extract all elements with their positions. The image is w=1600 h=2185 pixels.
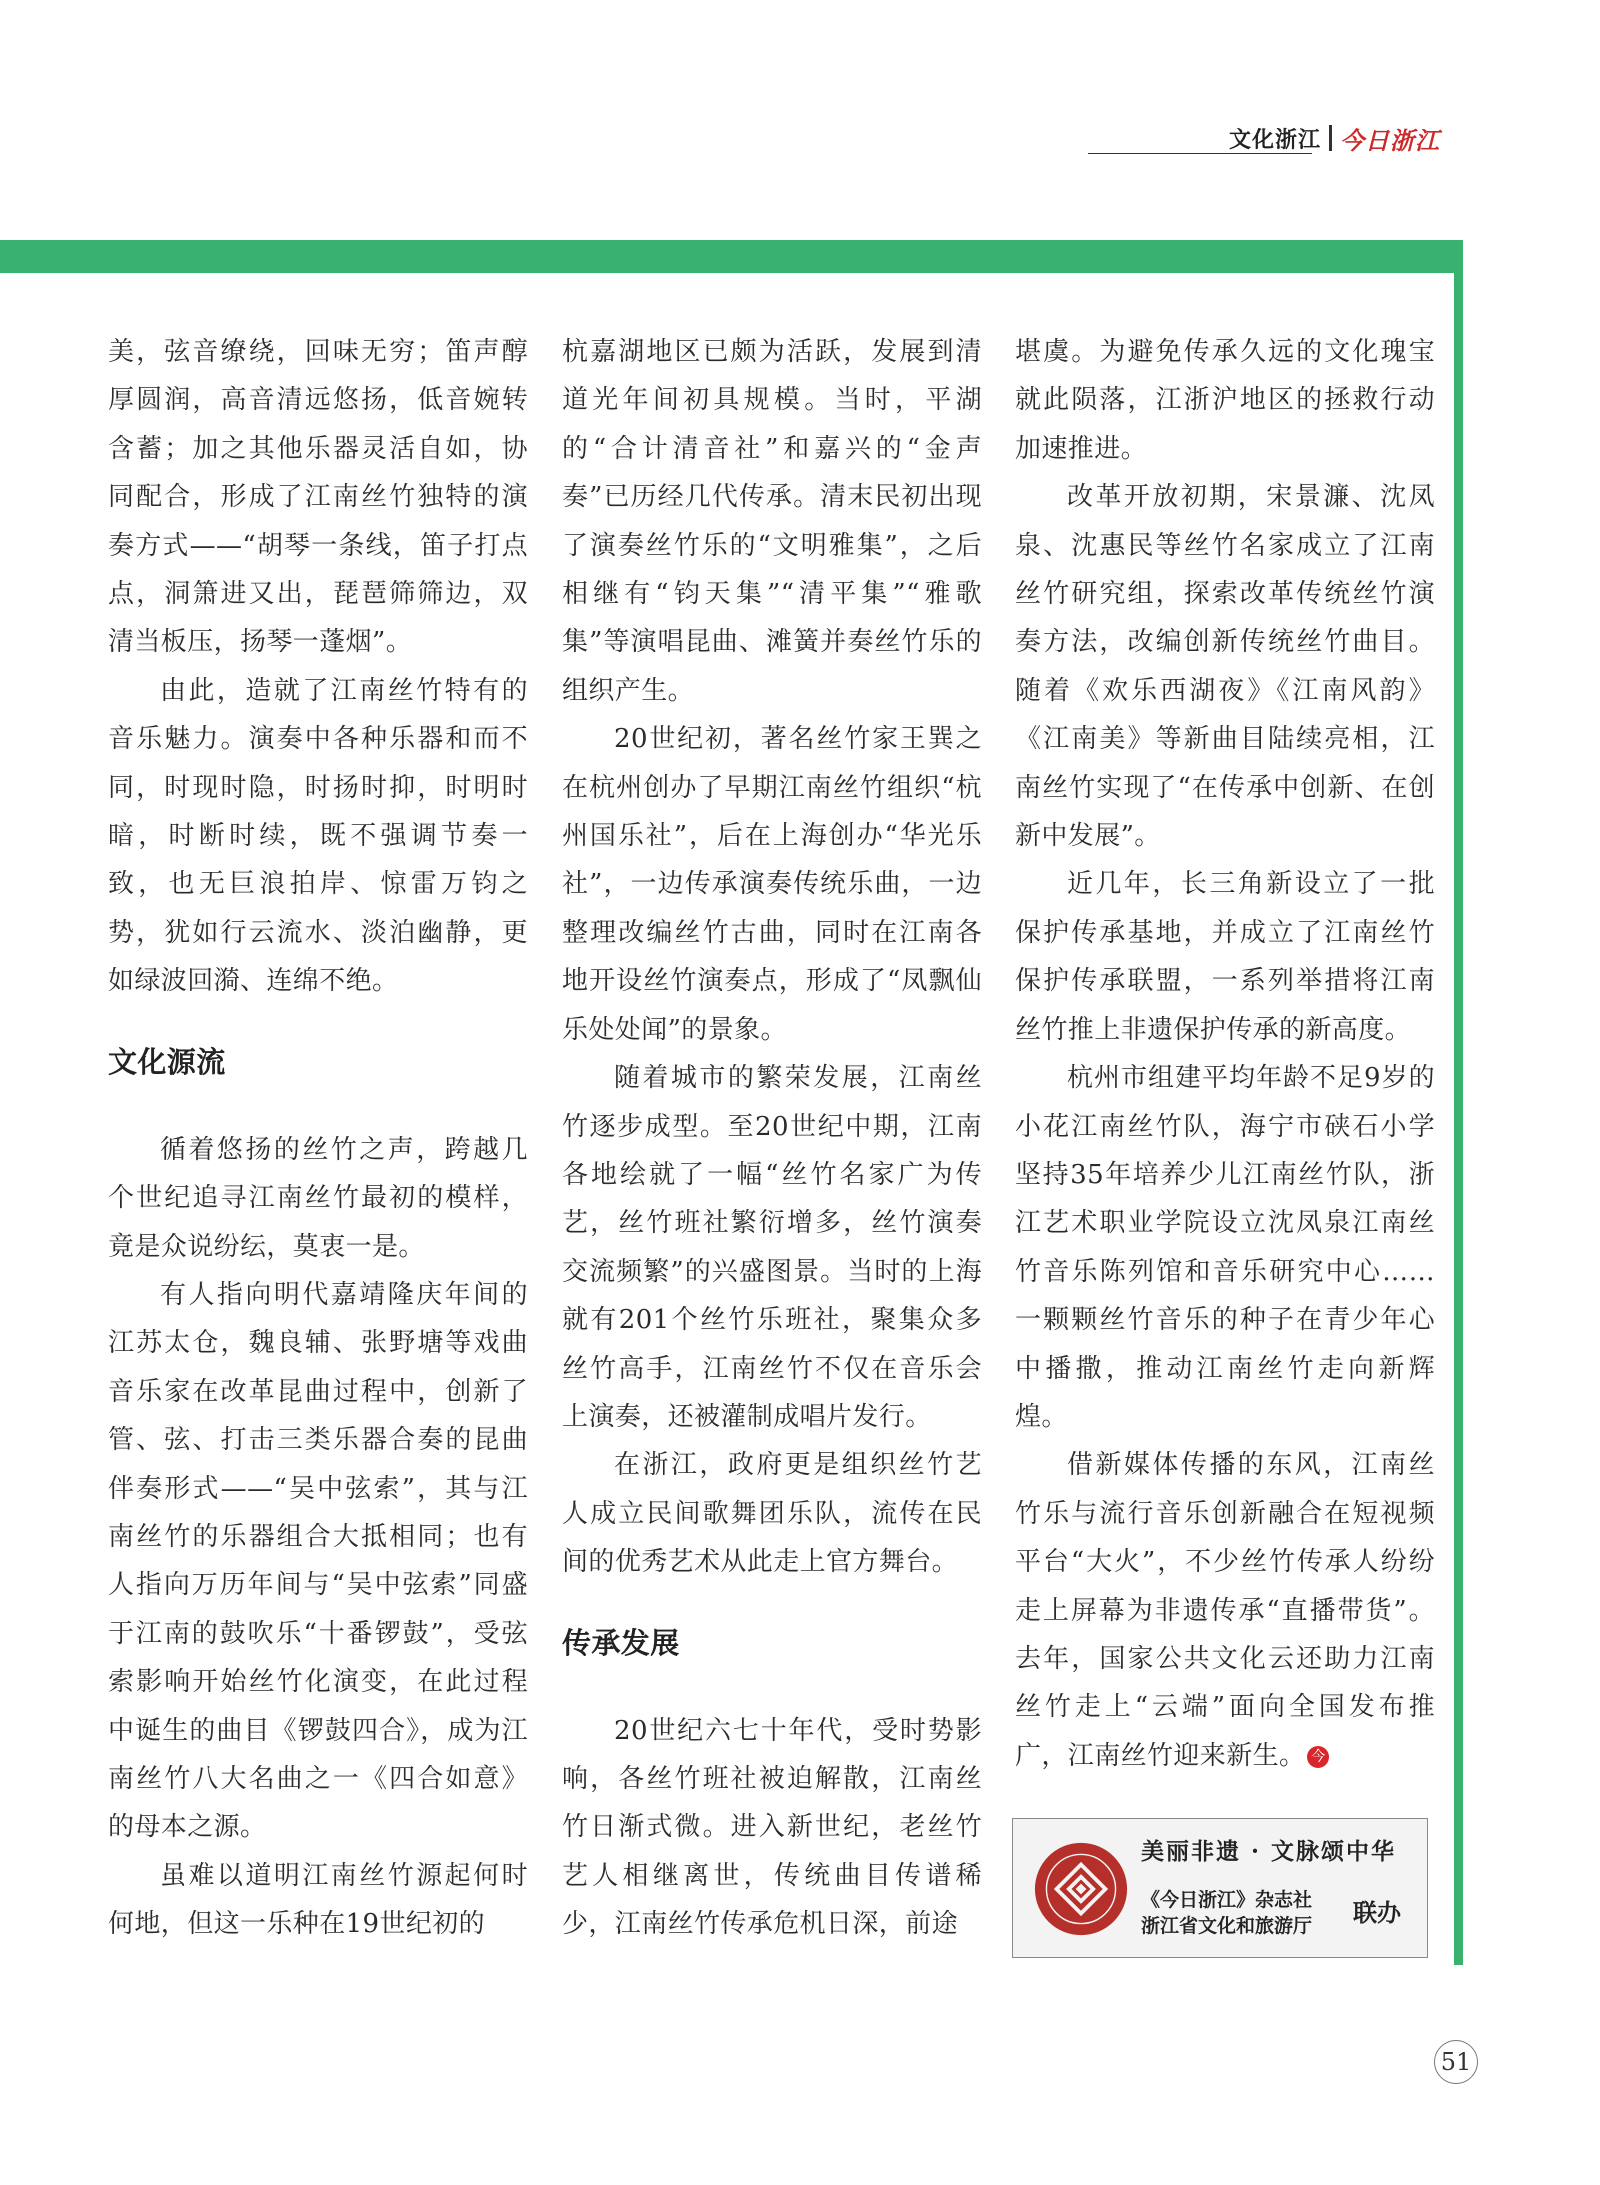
column-1 — [108, 328, 528, 1949]
column-3 — [1015, 328, 1435, 1780]
paragraph: 循着悠扬的丝竹之声，跨越几个世纪追寻江南丝竹最初的模样，竟是众说纷纭，莫衷一是。 — [108, 1134, 528, 1262]
running-header — [1088, 118, 1440, 158]
page-number: 51 — [1434, 2040, 1478, 2084]
green-side-bar — [1454, 240, 1463, 1965]
paragraph: 20世纪初，著名丝竹家王巽之在杭州创办了早期江南丝竹组织“杭州国乐社”，后在上海创办“华光乐社”，一边传承演奏传统乐曲，一边整理改编丝竹古曲，同时在江南各地开设丝竹演奏点，形成了“凤飘仙乐处处闻”的景象。 — [562, 724, 982, 1045]
paragraph: 堪虞。为避免传承久远的文化瑰宝就此陨落，江浙沪地区的拯救行动加速推进。 — [1015, 337, 1435, 464]
paragraph: 由此，造就了江南丝竹特有的音乐魅力。演奏中各种乐器和而不同，时现时隐，时扬时抑，时明时暗，时断时续，既不强调节奏一致，也无巨浪拍岸、惊雷万钧之势，犹如行云流水、淡泊幽静，更如绿波回漪、连绵不绝。 — [108, 675, 528, 997]
header-rule — [1088, 153, 1312, 154]
header-section-title: 文化浙江 — [1228, 127, 1321, 153]
paragraph: 杭州市组建平均年龄不足9岁的小花江南丝竹队，海宁市硖石小学坚持35年培养少儿江南丝竹队，浙江艺术职业学院设立沈凤泉江南丝竹音乐陈列馆和音乐研究中心……一颗颗丝竹音乐的种子在青少年心中播撒，推动江南丝竹走向新辉煌。 — [1015, 1063, 1435, 1432]
green-top-band — [0, 240, 1463, 273]
paragraph: 虽难以道明江南丝竹源起何时何地，但这一乐种在19世纪初的 — [108, 1860, 528, 1940]
paragraph-text: 借新媒体传播的东风，江南丝竹乐与流行音乐创新融合在短视频平台“大火”，不少丝竹传承人纷纷走上屏幕为非遗传承“直播带货”。去年，国家公共文化云还助力江南丝竹走上“云端”面向全国发布推广，江南丝竹迎来新生。 — [1015, 1450, 1435, 1771]
paragraph: 近几年，长三角新设立了一批保护传承基地，并成立了江南丝竹保护传承联盟，一系列举措将江南丝竹推上非遗保护传承的新高度。 — [1015, 869, 1435, 1045]
paragraph: 改革开放初期，宋景濂、沈凤泉、沈惠民等丝竹名家成立了江南丝竹研究组，探索改革传统丝竹演奏方法，改编创新传统丝竹曲目。随着《欢乐西湖夜》《江南风韵》《江南美》等新曲目陆续亮相，江南丝竹实现了“在传承中创新、在创新中发展”。 — [1015, 482, 1435, 852]
column-2 — [562, 328, 982, 1949]
header-divider — [1329, 125, 1332, 151]
banner-joint-label: 联办 — [1353, 1899, 1401, 1927]
banner-slogan: 美丽非遗 · 文脉颂中华 — [1141, 1838, 1397, 1865]
end-mark-icon: 今 — [1307, 1746, 1329, 1768]
header-brand-logo: 今日浙江 — [1340, 125, 1440, 155]
paragraph: 杭嘉湖地区已颇为活跃，发展到清道光年间初具规模。当时，平湖的“合计清音社”和嘉兴的“金声奏”已历经几代传承。清末民初出现了演奏丝竹乐的“文明雅集”，之后相继有“钧天集”“清平集”“雅歌集”等演唱昆曲、滩簧并奏丝竹乐的组织产生。 — [562, 337, 982, 706]
paragraph: 美，弦音缭绕，回味无穷；笛声醇厚圆润，高音清远悠扬，低音婉转含蓄；加之其他乐器灵活自如，协同配合，形成了江南丝竹独特的演奏方式——“胡琴一条线，笛子打点点，洞箫进又出，琵琶筛筛边，双清当板压，扬琴一蓬烟”。 — [108, 337, 528, 658]
section-heading-origins: 文化源流 — [108, 1044, 226, 1079]
paragraph: 随着城市的繁荣发展，江南丝竹逐步成型。至20世纪中期，江南各地绘就了一幅“丝竹名家广为传艺，丝竹班社繁衍增多，丝竹演奏交流频繁”的兴盛图景。当时的上海就有201个丝竹乐班社，聚集众多丝竹高手，江南丝竹不仅在音乐会上演奏，还被灌制成唱片发行。 — [562, 1063, 982, 1432]
section-heading-inheritance: 传承发展 — [562, 1625, 680, 1660]
paragraph: 有人指向明代嘉靖隆庆年间的江苏太仓，魏良辅、张野塘等戏曲音乐家在改革昆曲过程中，创新了管、弦、打击三类乐器合奏的昆曲伴奏形式——“吴中弦索”，其与江南丝竹的乐器组合大抵相同；也有人指向万历年间与“吴中弦索”同盛于江南的鼓吹乐“十番锣鼓”，受弦索影响开始丝竹化演变，在此过程中诞生的曲目《锣鼓四合》，成为江南丝竹八大名曲之一《四合如意》的母本之源。 — [108, 1279, 528, 1843]
paragraph-final — [1015, 1441, 1435, 1780]
paragraph: 20世纪六七十年代，受时势影响，各丝竹班社被迫解散，江南丝竹日渐式微。进入新世纪，老丝竹艺人相继离世，传统曲目传谱稀少，江南丝竹传承危机日深，前途 — [562, 1715, 982, 1940]
series-banner — [1012, 1818, 1428, 1958]
banner-org-magazine: 《今日浙江》杂志社 — [1141, 1889, 1313, 1911]
heritage-emblem-icon — [1033, 1841, 1129, 1937]
banner-org-department: 浙江省文化和旅游厅 — [1141, 1915, 1313, 1937]
paragraph: 在浙江，政府更是组织丝竹艺人成立民间歌舞团乐队，流传在民间的优秀艺术从此走上官方舞台。 — [562, 1450, 982, 1578]
